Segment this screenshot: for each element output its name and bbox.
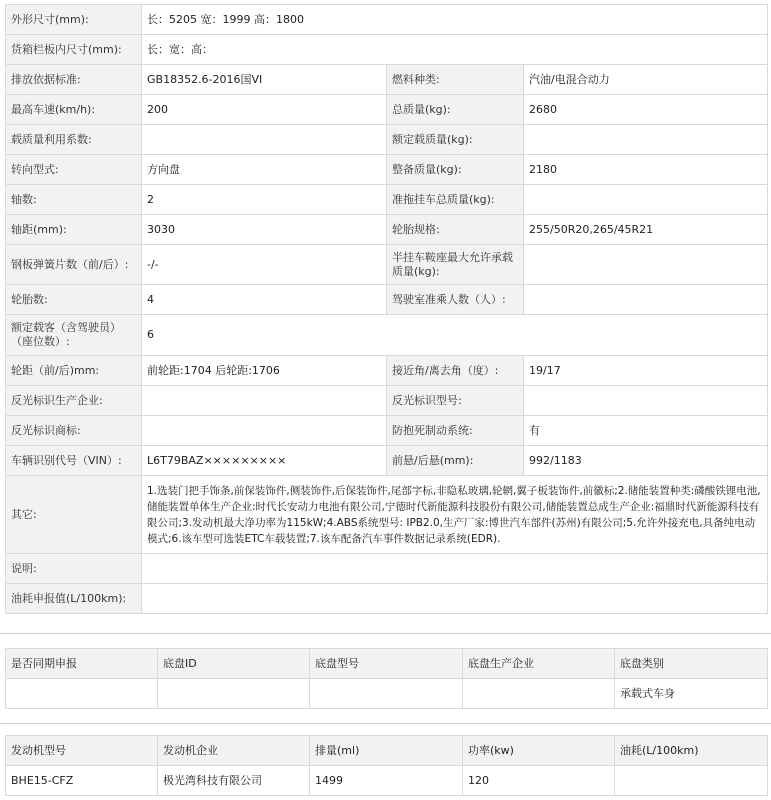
- spring-label: 钢板弹簧片数（前/后）:: [6, 245, 142, 285]
- engine-cell: 极光湾科技有限公司: [158, 766, 310, 796]
- engine-header: 功率(kw): [463, 736, 615, 766]
- engine-cell: [615, 766, 768, 796]
- row-speed: [6, 95, 768, 125]
- abs-label: 防抱死制动系统:: [387, 416, 524, 446]
- cargo-label: 货箱栏板内尺寸(mm):: [6, 35, 142, 65]
- engine-header: 排量(ml): [310, 736, 463, 766]
- chassis-header-row: [6, 649, 768, 679]
- engine-row: [6, 766, 768, 796]
- ratedload-label: 额定载质量(kg):: [387, 125, 524, 155]
- engine-cell: BHE15-CFZ: [6, 766, 158, 796]
- engine-table: [5, 735, 768, 796]
- emission-value: GB18352.6-2016国VI: [142, 65, 387, 95]
- chassis-cell: [463, 679, 615, 709]
- fuel-value: 汽油/电混合动力: [524, 65, 768, 95]
- note-label: 说明:: [6, 554, 142, 584]
- row-wheelbase: [6, 215, 768, 245]
- saddle-value: [524, 245, 768, 285]
- loadutil-value: [142, 125, 387, 155]
- row-axles: [6, 185, 768, 215]
- saddle-label: 半挂车鞍座最大允许承载质量(kg):: [387, 245, 524, 285]
- tirecount-label: 轮胎数:: [6, 285, 142, 315]
- track-label: 轮距（前/后)mm:: [6, 356, 142, 386]
- row-emission: [6, 65, 768, 95]
- abs-value: 有: [524, 416, 768, 446]
- row-reflector-maker: [6, 386, 768, 416]
- angle-value: 19/17: [524, 356, 768, 386]
- reflmodel-label: 反光标识型号:: [387, 386, 524, 416]
- other-value: 1.选装门把手饰条,前保装饰件,侧装饰件,后保装饰件,尾部字标,非隐私玻璃,轮辋,翼子板装饰件,前徽标;2.储能装置种类:磷酸铁锂电池,储能装置单体生产企业:时代长安动力电池有限公司,宁德时代新能源科技股份有限公司,储能装置总成生产企业:福鼎时代新能源科技有限公司;3.发动机最大净功率为115kW;4.ABS系统型号: IPB2.0,生产厂家:博世汽车部件(苏州)有限公司;5.允许外接充电,具备纯电动模式;6.该车型可选装ETC车载装置;7.该车配备汽车事件数据记录系统(EDR).: [142, 476, 768, 554]
- steering-label: 转向型式:: [6, 155, 142, 185]
- curbmass-value: 2180: [524, 155, 768, 185]
- overhang-label: 前悬/后悬(mm):: [387, 446, 524, 476]
- consumption-label: 油耗申报值(L/100km):: [6, 584, 142, 614]
- axles-label: 轴数:: [6, 185, 142, 215]
- trailer-value: [524, 185, 768, 215]
- tire-label: 轮胎规格:: [387, 215, 524, 245]
- row-track: [6, 356, 768, 386]
- row-reflector-brand: [6, 416, 768, 446]
- maxspeed-value: 200: [142, 95, 387, 125]
- engine-cell: 120: [463, 766, 615, 796]
- chassis-cell: [310, 679, 463, 709]
- cab-label: 驾驶室准乘人数（人）:: [387, 285, 524, 315]
- row-other: [6, 476, 768, 554]
- spec-table: [5, 4, 768, 614]
- maxspeed-label: 最高车速(km/h):: [6, 95, 142, 125]
- row-note: [6, 554, 768, 584]
- overhang-value: 992/1183: [524, 446, 768, 476]
- emission-label: 排放依据标准:: [6, 65, 142, 95]
- curbmass-label: 整备质量(kg):: [387, 155, 524, 185]
- row-cargo: [6, 35, 768, 65]
- engine-cell: 1499: [310, 766, 463, 796]
- chassis-header: 底盘生产企业: [463, 649, 615, 679]
- angle-label: 接近角/离去角（度）:: [387, 356, 524, 386]
- chassis-cell: [158, 679, 310, 709]
- fuel-label: 燃料种类:: [387, 65, 524, 95]
- seats-value: 6: [142, 315, 768, 356]
- ratedload-value: [524, 125, 768, 155]
- row-dimensions: [6, 5, 768, 35]
- cab-value: [524, 285, 768, 315]
- totalmass-value: 2680: [524, 95, 768, 125]
- wheelbase-label: 轴距(mm):: [6, 215, 142, 245]
- divider: [0, 633, 771, 634]
- chassis-header: 底盘型号: [310, 649, 463, 679]
- reflmaker-label: 反光标识生产企业:: [6, 386, 142, 416]
- row-spring: [6, 245, 768, 285]
- engine-header: 发动机企业: [158, 736, 310, 766]
- steering-value: 方向盘: [142, 155, 387, 185]
- divider: [0, 723, 771, 724]
- row-seats: [6, 315, 768, 356]
- row-vin: [6, 446, 768, 476]
- track-value: 前轮距:1704 后轮距:1706: [142, 356, 387, 386]
- row-load: [6, 125, 768, 155]
- trailer-label: 准拖挂车总质量(kg):: [387, 185, 524, 215]
- loadutil-label: 载质量利用系数:: [6, 125, 142, 155]
- engine-header: 油耗(L/100km): [615, 736, 768, 766]
- seats-label: 额定载客（含驾驶员）（座位数）:: [6, 315, 142, 356]
- axles-value: 2: [142, 185, 387, 215]
- reflbrand-value: [142, 416, 387, 446]
- tire-value: 255/50R20,265/45R21: [524, 215, 768, 245]
- chassis-cell: [6, 679, 158, 709]
- chassis-header: 底盘类别: [615, 649, 768, 679]
- chassis-cell: 承载式车身: [615, 679, 768, 709]
- wheelbase-value: 3030: [142, 215, 387, 245]
- dims-value: 长：5205 宽：1999 高：1800: [142, 5, 768, 35]
- consumption-value: [142, 584, 768, 614]
- chassis-header: 是否同期申报: [6, 649, 158, 679]
- reflmodel-value: [524, 386, 768, 416]
- vin-value: L6T79BAZ×××××××××: [142, 446, 387, 476]
- spring-value: -/-: [142, 245, 387, 285]
- dims-label: 外形尺寸(mm):: [6, 5, 142, 35]
- row-steering: [6, 155, 768, 185]
- tirecount-value: 4: [142, 285, 387, 315]
- chassis-table: [5, 648, 768, 709]
- engine-header: 发动机型号: [6, 736, 158, 766]
- engine-header-row: [6, 736, 768, 766]
- row-tirecount: [6, 285, 768, 315]
- cargo-value: 长：宽：高：: [142, 35, 768, 65]
- reflbrand-label: 反光标识商标:: [6, 416, 142, 446]
- reflmaker-value: [142, 386, 387, 416]
- vin-label: 车辆识别代号（VIN）:: [6, 446, 142, 476]
- note-value: [142, 554, 768, 584]
- totalmass-label: 总质量(kg):: [387, 95, 524, 125]
- other-label: 其它:: [6, 476, 142, 554]
- row-consumption: [6, 584, 768, 614]
- chassis-header: 底盘ID: [158, 649, 310, 679]
- chassis-row: [6, 679, 768, 709]
